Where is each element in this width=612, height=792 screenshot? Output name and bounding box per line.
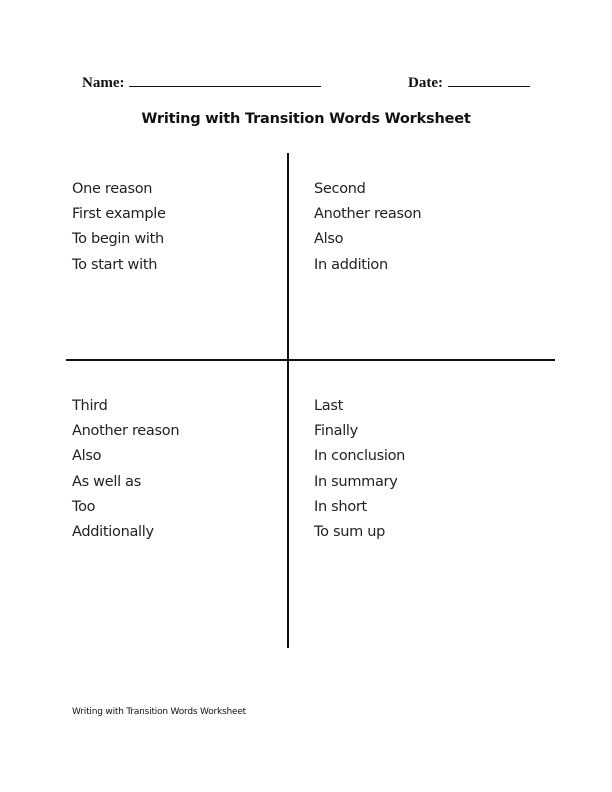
quadrant-bottom-left — [72, 394, 179, 545]
list-item: Another reason — [314, 206, 422, 223]
list-item: To start with — [72, 256, 158, 273]
list-item: In summary — [314, 473, 398, 490]
list-item: In addition — [314, 256, 388, 273]
list-item: One reason — [72, 181, 153, 197]
list-item: In short — [314, 498, 367, 515]
list-item: Additionally — [72, 523, 154, 540]
list-item: Also — [314, 231, 344, 248]
list-item: Finally — [314, 423, 358, 440]
list-item: To sum up — [314, 523, 386, 540]
name-field — [82, 72, 321, 92]
quadrant-bottom-right — [314, 394, 405, 545]
list-item: As well as — [72, 473, 141, 490]
horizontal-divider — [66, 359, 555, 361]
worksheet-title: Writing with Transition Words Worksheet — [141, 111, 471, 127]
vertical-divider — [287, 153, 289, 648]
name-label: Name: — [82, 75, 125, 91]
footer-text: Writing with Transition Words Worksheet — [72, 707, 247, 717]
list-item: In conclusion — [314, 448, 406, 465]
date-field — [408, 72, 530, 92]
list-item: Second — [314, 181, 366, 197]
quadrant-top-right — [314, 177, 421, 278]
date-blank-line[interactable] — [448, 72, 530, 87]
list-item: Also — [72, 448, 102, 465]
list-item: First example — [72, 206, 166, 223]
date-label: Date: — [408, 75, 443, 91]
list-item: Third — [72, 398, 108, 414]
list-item: Too — [72, 498, 96, 515]
list-item: To begin with — [72, 231, 164, 248]
list-item: Last — [314, 398, 344, 414]
name-blank-line[interactable] — [129, 72, 321, 87]
quadrant-top-left — [72, 177, 166, 278]
list-item: Another reason — [72, 423, 180, 440]
